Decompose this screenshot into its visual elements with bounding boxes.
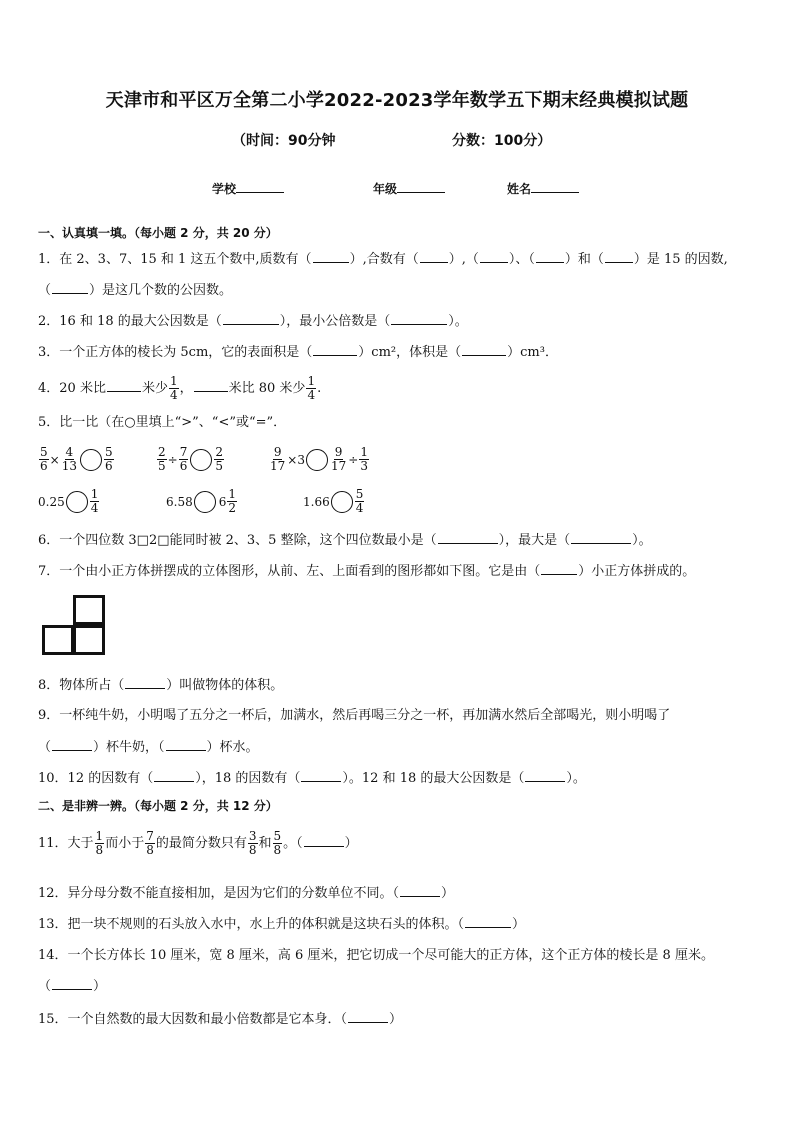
q9-text-b: ）杯牛奶，（: [93, 740, 165, 755]
q4-text-c: ，: [179, 381, 193, 396]
answer-blank[interactable]: [391, 312, 447, 325]
question-1: [38, 250, 728, 269]
question-4: [38, 374, 321, 404]
question-1-line2: [38, 281, 232, 300]
cube-square: [73, 595, 105, 625]
question-9: 9．一杯纯牛奶，小明喝了五分之一杯后，加满水，然后再喝三分之一杯，再加满水然后全部喝光，则小明喝了: [38, 708, 671, 723]
q1-text-c: ）,（: [448, 252, 479, 267]
answer-blank[interactable]: [52, 738, 92, 751]
question-13: 13．把一块不规则的石头放入水中，水上升的体积就是这块石头的体积。（ ）: [38, 917, 526, 932]
grade-field: [373, 180, 445, 197]
answer-blank[interactable]: [420, 250, 448, 263]
fraction: $\frac{5}{8}$: [273, 829, 282, 857]
answer-blank[interactable]: [605, 250, 633, 263]
q6-text-a: 6．一个四位数 3□2□能同时被 2、3、5 整除，这个四位数最小是（: [38, 533, 437, 548]
question-3: [38, 343, 558, 362]
q9-text-a: （: [38, 740, 52, 755]
school-blank[interactable]: [236, 180, 284, 193]
answer-blank[interactable]: [52, 977, 92, 990]
page-title: 天津市和平区万全第二小学2022-2023学年数学五下期末经典模拟试题: [105, 90, 689, 111]
q2-text-b: ），最小公倍数是（: [279, 314, 391, 329]
answer-blank[interactable]: [541, 562, 577, 575]
compare-item-4: 0.25 $\frac{1}{4}$: [38, 487, 99, 515]
score-info: 分数：100分）: [452, 133, 552, 149]
answer-blank[interactable]: [125, 676, 165, 689]
question-10: [38, 769, 586, 788]
q10-text-d: ）。: [566, 771, 586, 786]
q6-text-c: ）。: [632, 533, 652, 548]
q1-text-d: ）、（: [508, 252, 535, 267]
fraction: $\frac{1}{4}$: [307, 374, 316, 402]
answer-blank[interactable]: [571, 531, 631, 544]
question-15: 15．一个自然数的最大因数和最小倍数都是它本身．（ ）: [38, 1012, 403, 1027]
q10-text-b: ），18 的因数有（: [195, 771, 301, 786]
question-11: 11．大于 $\frac{1}{8}$ 而小于 $\frac{7}{8}$ 的最简分数只有 $\frac{3}{8}$ 和 $\frac{5}{8}$ 。（ ）: [38, 829, 358, 857]
name-field: [507, 180, 579, 197]
question-12: 12．异分母分数不能直接相加，是因为它们的分数单位不同。（ ）: [38, 886, 455, 901]
question-5: 5．比一比（在○里填上“>”、“<”或“=”．: [38, 415, 287, 430]
fraction: $\frac{1}{8}$: [95, 829, 104, 857]
compare-circle[interactable]: [331, 491, 353, 513]
answer-blank[interactable]: [462, 343, 506, 356]
q1-text-e: ）和（: [564, 252, 604, 267]
compare-item-6: 1.66 $\frac{5}{4}$: [303, 487, 364, 515]
name-label: 姓名: [507, 182, 532, 196]
compare-item-3: $\frac{9}{17}$ ×3 $\frac{9}{17}$ ÷ $\frac{1}{3}$: [270, 445, 368, 473]
q2-text-a: 2．16 和 18 的最大公因数是（: [38, 314, 222, 329]
section-1-heading: 一、认真填一填。（每小题 2 分，共 20 分）: [38, 226, 278, 240]
compare-circle[interactable]: [80, 449, 102, 471]
time-info: （时间：90分钟: [232, 133, 336, 149]
answer-blank[interactable]: [313, 250, 349, 263]
q4-text-a: 4．20 米比: [38, 381, 106, 396]
question-14: 14．一个长方体长 10 厘米，宽 8 厘米，高 6 厘米，把它切成一个尽可能大的正方体，这个正方体的棱长是 8 厘米。: [38, 948, 714, 963]
q3-text-c: ）cm³．: [507, 345, 558, 360]
q2-text-c: ）。: [448, 314, 468, 329]
question-14-line2: （ ）: [38, 979, 107, 994]
answer-blank[interactable]: [107, 379, 141, 392]
question-8: [38, 676, 283, 695]
q3-text-a: 3．一个正方体的棱长为 5cm，它的表面积是（: [38, 345, 313, 360]
q1-text-h: ）是这几个数的公因数。: [89, 283, 233, 298]
q1-text-a: 1．在 2、3、7、15 和 1 这五个数中,质数有（: [38, 252, 312, 267]
question-2: [38, 312, 468, 331]
cube-square: [73, 625, 105, 655]
section-2-heading: 二、是非辨一辨。（每小题 2 分，共 12 分）: [38, 799, 278, 813]
compare-item-5: 6.58 6 $\frac{1}{2}$: [166, 487, 236, 515]
answer-blank[interactable]: [166, 738, 206, 751]
answer-blank[interactable]: [223, 312, 279, 325]
answer-blank[interactable]: [194, 379, 228, 392]
q1-text-f: ）是 15 的因数,: [633, 252, 728, 267]
answer-blank[interactable]: [480, 250, 508, 263]
answer-blank[interactable]: [154, 769, 194, 782]
fraction: $\frac{3}{8}$: [248, 829, 257, 857]
q10-text-a: 10．12 的因数有（: [38, 771, 154, 786]
q4-text-d: 米比 80 米少: [228, 381, 306, 396]
q6-text-b: ），最大是（: [498, 533, 571, 548]
q4-text-b: 米少: [141, 381, 168, 396]
q1-text-g: （: [38, 283, 52, 298]
compare-circle[interactable]: [66, 491, 88, 513]
cube-square: [42, 625, 74, 655]
question-9-line2: [38, 738, 259, 757]
answer-blank[interactable]: [304, 834, 344, 847]
q7-text-a: 7．一个由小正方体拼摆成的立体图形，从前、左、上面看到的图形都如下图。它是由（: [38, 564, 541, 579]
compare-circle[interactable]: [194, 491, 216, 513]
answer-blank[interactable]: [313, 343, 357, 356]
answer-blank[interactable]: [438, 531, 498, 544]
answer-blank[interactable]: [536, 250, 564, 263]
answer-blank[interactable]: [52, 281, 88, 294]
school-field: [212, 180, 284, 197]
answer-blank[interactable]: [465, 915, 511, 928]
answer-blank[interactable]: [348, 1010, 388, 1023]
q8-text-b: ）叫做物体的体积。: [166, 678, 284, 693]
q8-text-a: 8．物体所占（: [38, 678, 125, 693]
compare-item-1: $\frac{5}{6}$ × $\frac{4}{13}$ $\frac{5}{6}$: [40, 445, 113, 473]
school-label: 学校: [212, 182, 237, 196]
question-7: [38, 562, 695, 581]
answer-blank[interactable]: [400, 884, 440, 897]
q7-text-b: ）小正方体拼成的。: [578, 564, 696, 579]
name-blank[interactable]: [531, 180, 579, 193]
answer-blank[interactable]: [525, 769, 565, 782]
grade-blank[interactable]: [397, 180, 445, 193]
compare-circle[interactable]: [306, 449, 328, 471]
grade-label: 年级: [373, 182, 398, 196]
fraction: $\frac{1}{4}$: [169, 374, 178, 402]
q1-text-b: ）,合数有（: [349, 252, 419, 267]
answer-blank[interactable]: [301, 769, 341, 782]
question-6: [38, 531, 652, 550]
q10-text-c: ）。12 和 18 的最大公因数是（: [342, 771, 525, 786]
fraction: $\frac{7}{8}$: [146, 829, 154, 857]
q3-text-b: ）cm²，体积是（: [358, 345, 462, 360]
compare-item-2: $\frac{2}{5}$ ÷ $\frac{7}{6}$ $\frac{2}{5}$: [158, 445, 223, 473]
compare-circle[interactable]: [190, 449, 212, 471]
q9-text-c: ）杯水。: [206, 740, 259, 755]
q4-text-e: .: [317, 381, 322, 396]
